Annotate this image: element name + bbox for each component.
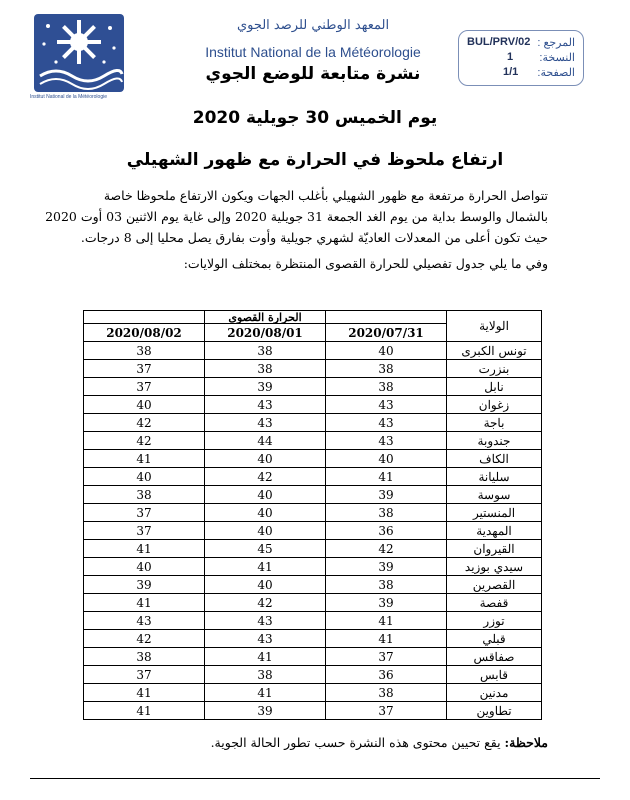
table-row (84, 468, 542, 486)
copy-label: النسخة: (539, 52, 575, 64)
temperature-cell: 38 (326, 576, 447, 594)
temperature-cell: 39 (84, 576, 205, 594)
temperature-cell: 40 (326, 342, 447, 360)
reference-box (458, 30, 584, 86)
note-label: ملاحظة: (504, 735, 548, 750)
table-row (84, 378, 542, 396)
empty-header-cell (326, 311, 447, 324)
temperature-cell: 41 (326, 468, 447, 486)
temperature-cell: 41 (84, 594, 205, 612)
temperature-cell: 43 (326, 396, 447, 414)
table-row (84, 360, 542, 378)
table-row (84, 684, 542, 702)
state-name-cell: زغوان (447, 396, 542, 414)
temperature-cell: 37 (84, 504, 205, 522)
temperature-cell: 37 (326, 702, 447, 720)
state-name-cell: قبلي (447, 630, 542, 648)
state-name-cell: توزر (447, 612, 542, 630)
temperature-cell: 42 (205, 594, 326, 612)
note (68, 735, 548, 750)
temperature-cell: 38 (326, 504, 447, 522)
state-name-cell: الكاف (447, 450, 542, 468)
bulletin-title: ارتفاع ملحوظ في الحرارة مع ظهور الشهيلي (126, 150, 504, 170)
temperature-cell: 42 (205, 468, 326, 486)
bulletin-name: نشرة متابعة للوضع الجوي (205, 64, 421, 84)
temperature-cell: 38 (326, 684, 447, 702)
temperature-cell: 41 (84, 684, 205, 702)
state-name-cell: باجة (447, 414, 542, 432)
temperature-cell: 40 (205, 486, 326, 504)
max-temp-group-header: الحرارة القصوى (205, 311, 326, 324)
table-row (84, 612, 542, 630)
logo-caption: Institut National de la Météorologie (30, 94, 107, 100)
table-row (84, 450, 542, 468)
date-header-1: 2020/07/31 (326, 324, 447, 342)
state-name-cell: مدنين (447, 684, 542, 702)
page-label: الصفحة: (537, 67, 575, 79)
table-row (84, 630, 542, 648)
footer-divider (30, 778, 600, 779)
state-name-cell: جندوبة (447, 432, 542, 450)
page-value: 1/1 (503, 66, 519, 78)
temperature-cell: 37 (84, 378, 205, 396)
table-row (84, 558, 542, 576)
temperature-cell: 36 (326, 666, 447, 684)
temperature-cell: 41 (326, 630, 447, 648)
temperature-cell: 36 (326, 522, 447, 540)
temperature-cell: 38 (205, 342, 326, 360)
temperature-cell: 40 (326, 450, 447, 468)
temperature-cell: 43 (205, 396, 326, 414)
state-column-header: الولاية (447, 311, 542, 342)
state-name-cell: القصرين (447, 576, 542, 594)
state-name-cell: القيروان (447, 540, 542, 558)
temperature-cell: 40 (205, 522, 326, 540)
temperature-cell: 38 (326, 360, 447, 378)
state-name-cell: المهدية (447, 522, 542, 540)
temperature-cell: 41 (84, 702, 205, 720)
temperature-cell: 38 (84, 486, 205, 504)
state-name-cell: قفصة (447, 594, 542, 612)
institute-name-arabic: المعهد الوطني للرصد الجوي (236, 18, 390, 33)
table-row (84, 504, 542, 522)
temperature-cell: 40 (205, 450, 326, 468)
table-row (84, 540, 542, 558)
table-row (84, 666, 542, 684)
temperature-cell: 41 (205, 558, 326, 576)
inm-logo (26, 12, 132, 112)
temperature-cell: 40 (84, 558, 205, 576)
temperature-cell: 37 (84, 666, 205, 684)
table-row (84, 342, 542, 360)
state-name-cell: قابس (447, 666, 542, 684)
paragraph-line: حيث تكون أعلى من المعدلات العاديّة لشهري جويلية وأوت بفارق يصل محليا إلى 8 درجات. (80, 230, 548, 245)
copy-row (467, 51, 575, 66)
state-name-cell: تونس الكبرى (447, 342, 542, 360)
table-row (84, 396, 542, 414)
table-row (84, 432, 542, 450)
state-name-cell: سليانة (447, 468, 542, 486)
temperature-cell: 43 (205, 630, 326, 648)
temperature-cell: 41 (205, 684, 326, 702)
copy-value: 1 (507, 51, 514, 63)
table-row (84, 594, 542, 612)
temperature-cell: 45 (205, 540, 326, 558)
table-row (84, 576, 542, 594)
reference-label: المرجع : (537, 37, 575, 49)
date-header-3: 2020/08/02 (84, 324, 205, 342)
snowflake-icon (57, 20, 101, 64)
temperature-cell: 38 (326, 378, 447, 396)
temperature-cell: 41 (205, 648, 326, 666)
temperature-cell: 39 (205, 702, 326, 720)
institute-name-french: Institut National de la Météorologie (205, 44, 421, 60)
temperature-cell: 38 (84, 648, 205, 666)
state-name-cell: بنزرت (447, 360, 542, 378)
temperature-cell: 40 (84, 468, 205, 486)
temperature-cell: 44 (205, 432, 326, 450)
temperature-cell: 38 (205, 666, 326, 684)
temperature-cell: 40 (205, 504, 326, 522)
reference-row (467, 36, 575, 51)
table-row (84, 486, 542, 504)
temperature-cell: 40 (84, 396, 205, 414)
table-row (84, 414, 542, 432)
temperature-cell: 43 (326, 414, 447, 432)
temperature-cell: 39 (205, 378, 326, 396)
note-text: يقع تحيين محتوى هذه النشرة حسب تطور الحالة الجوية. (210, 735, 505, 750)
temperature-cell: 37 (84, 360, 205, 378)
empty-header-cell (84, 311, 205, 324)
temperature-cell: 40 (205, 576, 326, 594)
temperature-cell: 42 (326, 540, 447, 558)
bulletin-date: يوم الخميس 30 جويلية 2020 (192, 108, 438, 128)
temperature-cell: 43 (205, 612, 326, 630)
temperature-cell: 38 (205, 360, 326, 378)
paragraph-line: بالشمال والوسط بداية من يوم الغد الجمعة 31 جويلية 2020 وإلى غاية يوم الاثنين 03 أوت 2020 (45, 209, 548, 224)
temperature-cell: 39 (326, 594, 447, 612)
page-row (467, 66, 575, 81)
paragraph-line: تتواصل الحرارة مرتفعة مع ظهور الشهيلي بأغلب الجهات ويكون الارتفاع ملحوظا خاصة (103, 188, 548, 203)
temperature-cell: 39 (326, 486, 447, 504)
temperature-cell: 41 (326, 612, 447, 630)
temperature-cell: 43 (205, 414, 326, 432)
state-name-cell: سيدي بوزيد (447, 558, 542, 576)
temperature-cell: 42 (84, 630, 205, 648)
temperature-cell: 43 (84, 612, 205, 630)
state-name-cell: سوسة (447, 486, 542, 504)
date-header-2: 2020/08/01 (205, 324, 326, 342)
temperature-cell: 41 (84, 540, 205, 558)
temperature-cell: 39 (326, 558, 447, 576)
state-name-cell: صفاقس (447, 648, 542, 666)
state-name-cell: المنستير (447, 504, 542, 522)
reference-value: BUL/PRV/02 (467, 36, 531, 48)
table-row (84, 702, 542, 720)
table-row (84, 522, 542, 540)
table-intro: وفي ما يلي جدول تفصيلي للحرارة القصوى المنتظرة بمختلف الولايات: (183, 256, 548, 271)
temperature-cell: 38 (84, 342, 205, 360)
state-name-cell: نابل (447, 378, 542, 396)
temperature-cell: 37 (326, 648, 447, 666)
temperature-cell: 41 (84, 450, 205, 468)
state-name-cell: تطاوين (447, 702, 542, 720)
table-row (84, 648, 542, 666)
temperature-cell: 43 (326, 432, 447, 450)
temperature-cell: 42 (84, 432, 205, 450)
temperature-cell: 42 (84, 414, 205, 432)
temperature-cell: 37 (84, 522, 205, 540)
max-temperature-table (83, 310, 542, 720)
